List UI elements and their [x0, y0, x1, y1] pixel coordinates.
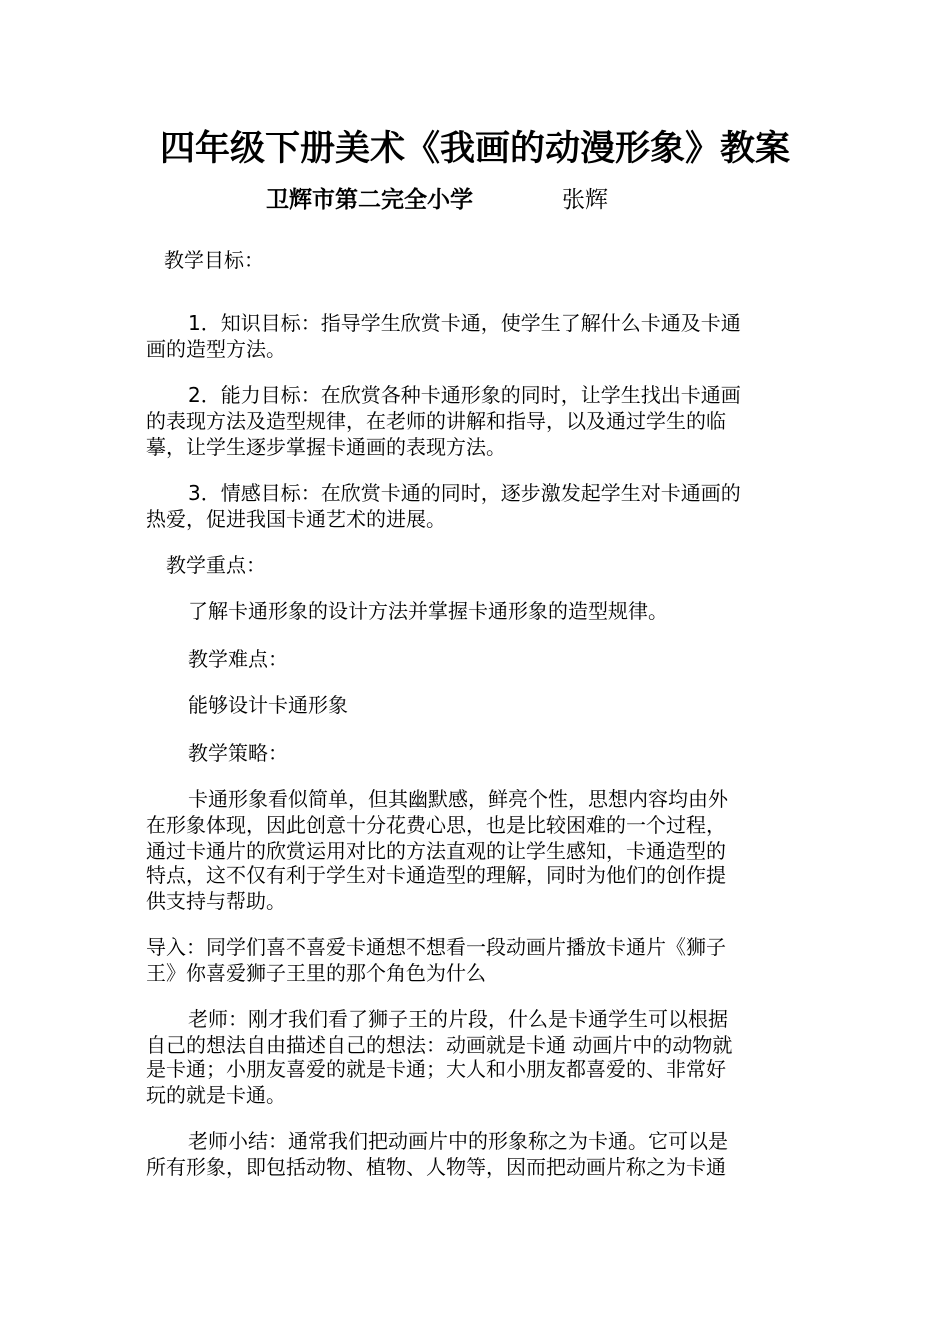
- intro-line-2: 王》你喜爱狮子王里的那个角色为什么: [146, 961, 486, 985]
- objective-2-line-3: 摹，让学生逐步掌握卡通画的表现方法。: [146, 435, 506, 459]
- objective-3-line-1: 3．情感目标：在欣赏卡通的同时，逐步激发起学生对卡通画的: [188, 481, 741, 505]
- strategy-heading: 教学策略：: [188, 741, 288, 765]
- teacher-line-1: 老师：刚才我们看了狮子王的片段，什么是卡通学生可以根据: [188, 1007, 728, 1031]
- strategy-line-4: 特点，这不仅有利于学生对卡通造型的理解，同时为他们的创作提: [146, 863, 726, 887]
- teacher-line-3: 是卡通；小朋友喜爱的就是卡通；大人和小朋友都喜爱的、非常好: [146, 1057, 726, 1081]
- strategy-line-1: 卡通形象看似简单，但其幽默感，鲜亮个性，思想内容均由外: [188, 787, 728, 811]
- document-title: 四年级下册美术《我画的动漫形象》教案: [159, 129, 790, 169]
- author-name: 张辉: [562, 187, 608, 213]
- objective-1-line-1: 1．知识目标：指导学生欣赏卡通，使学生了解什么卡通及卡通: [188, 311, 741, 335]
- strategy-line-5: 供支持与帮助。: [146, 889, 286, 913]
- school-name: 卫辉市第二完全小学: [266, 187, 473, 213]
- difficulties-text: 能够设计卡通形象: [188, 693, 348, 717]
- objective-2-line-1: 2．能力目标：在欣赏各种卡通形象的同时，让学生找出卡通画: [188, 383, 741, 407]
- teacher-line-2: 自己的想法自由描述自己的想法：动画就是卡通 动画片中的动物就: [146, 1033, 733, 1057]
- strategy-line-3: 通过卡通片的欣赏运用对比的方法直观的让学生感知，卡通造型的: [146, 839, 726, 863]
- objectives-heading: 教学目标：: [164, 248, 264, 272]
- difficulties-heading: 教学难点：: [188, 647, 288, 671]
- summary-line-2: 所有形象，即包括动物、植物、人物等，因而把动画片称之为卡通: [146, 1155, 726, 1179]
- strategy-line-2: 在形象体现，因此创意十分花费心思，也是比较困难的一个过程，: [146, 813, 726, 837]
- objective-1-line-2: 画的造型方法。: [146, 337, 286, 361]
- key-points-heading: 教学重点：: [166, 553, 266, 577]
- intro-line-1: 导入：同学们喜不喜爱卡通想不想看一段动画片播放卡通片《狮子: [146, 935, 726, 959]
- objective-3-line-2: 热爱，促进我国卡通艺术的进展。: [146, 507, 446, 531]
- teacher-line-4: 玩的就是卡通。: [146, 1083, 286, 1107]
- key-points-text: 了解卡通形象的设计方法并掌握卡通形象的造型规律。: [188, 599, 668, 623]
- summary-line-1: 老师小结：通常我们把动画片中的形象称之为卡通。它可以是: [188, 1129, 728, 1153]
- objective-2-line-2: 的表现方法及造型规律，在老师的讲解和指导，以及通过学生的临: [146, 409, 726, 433]
